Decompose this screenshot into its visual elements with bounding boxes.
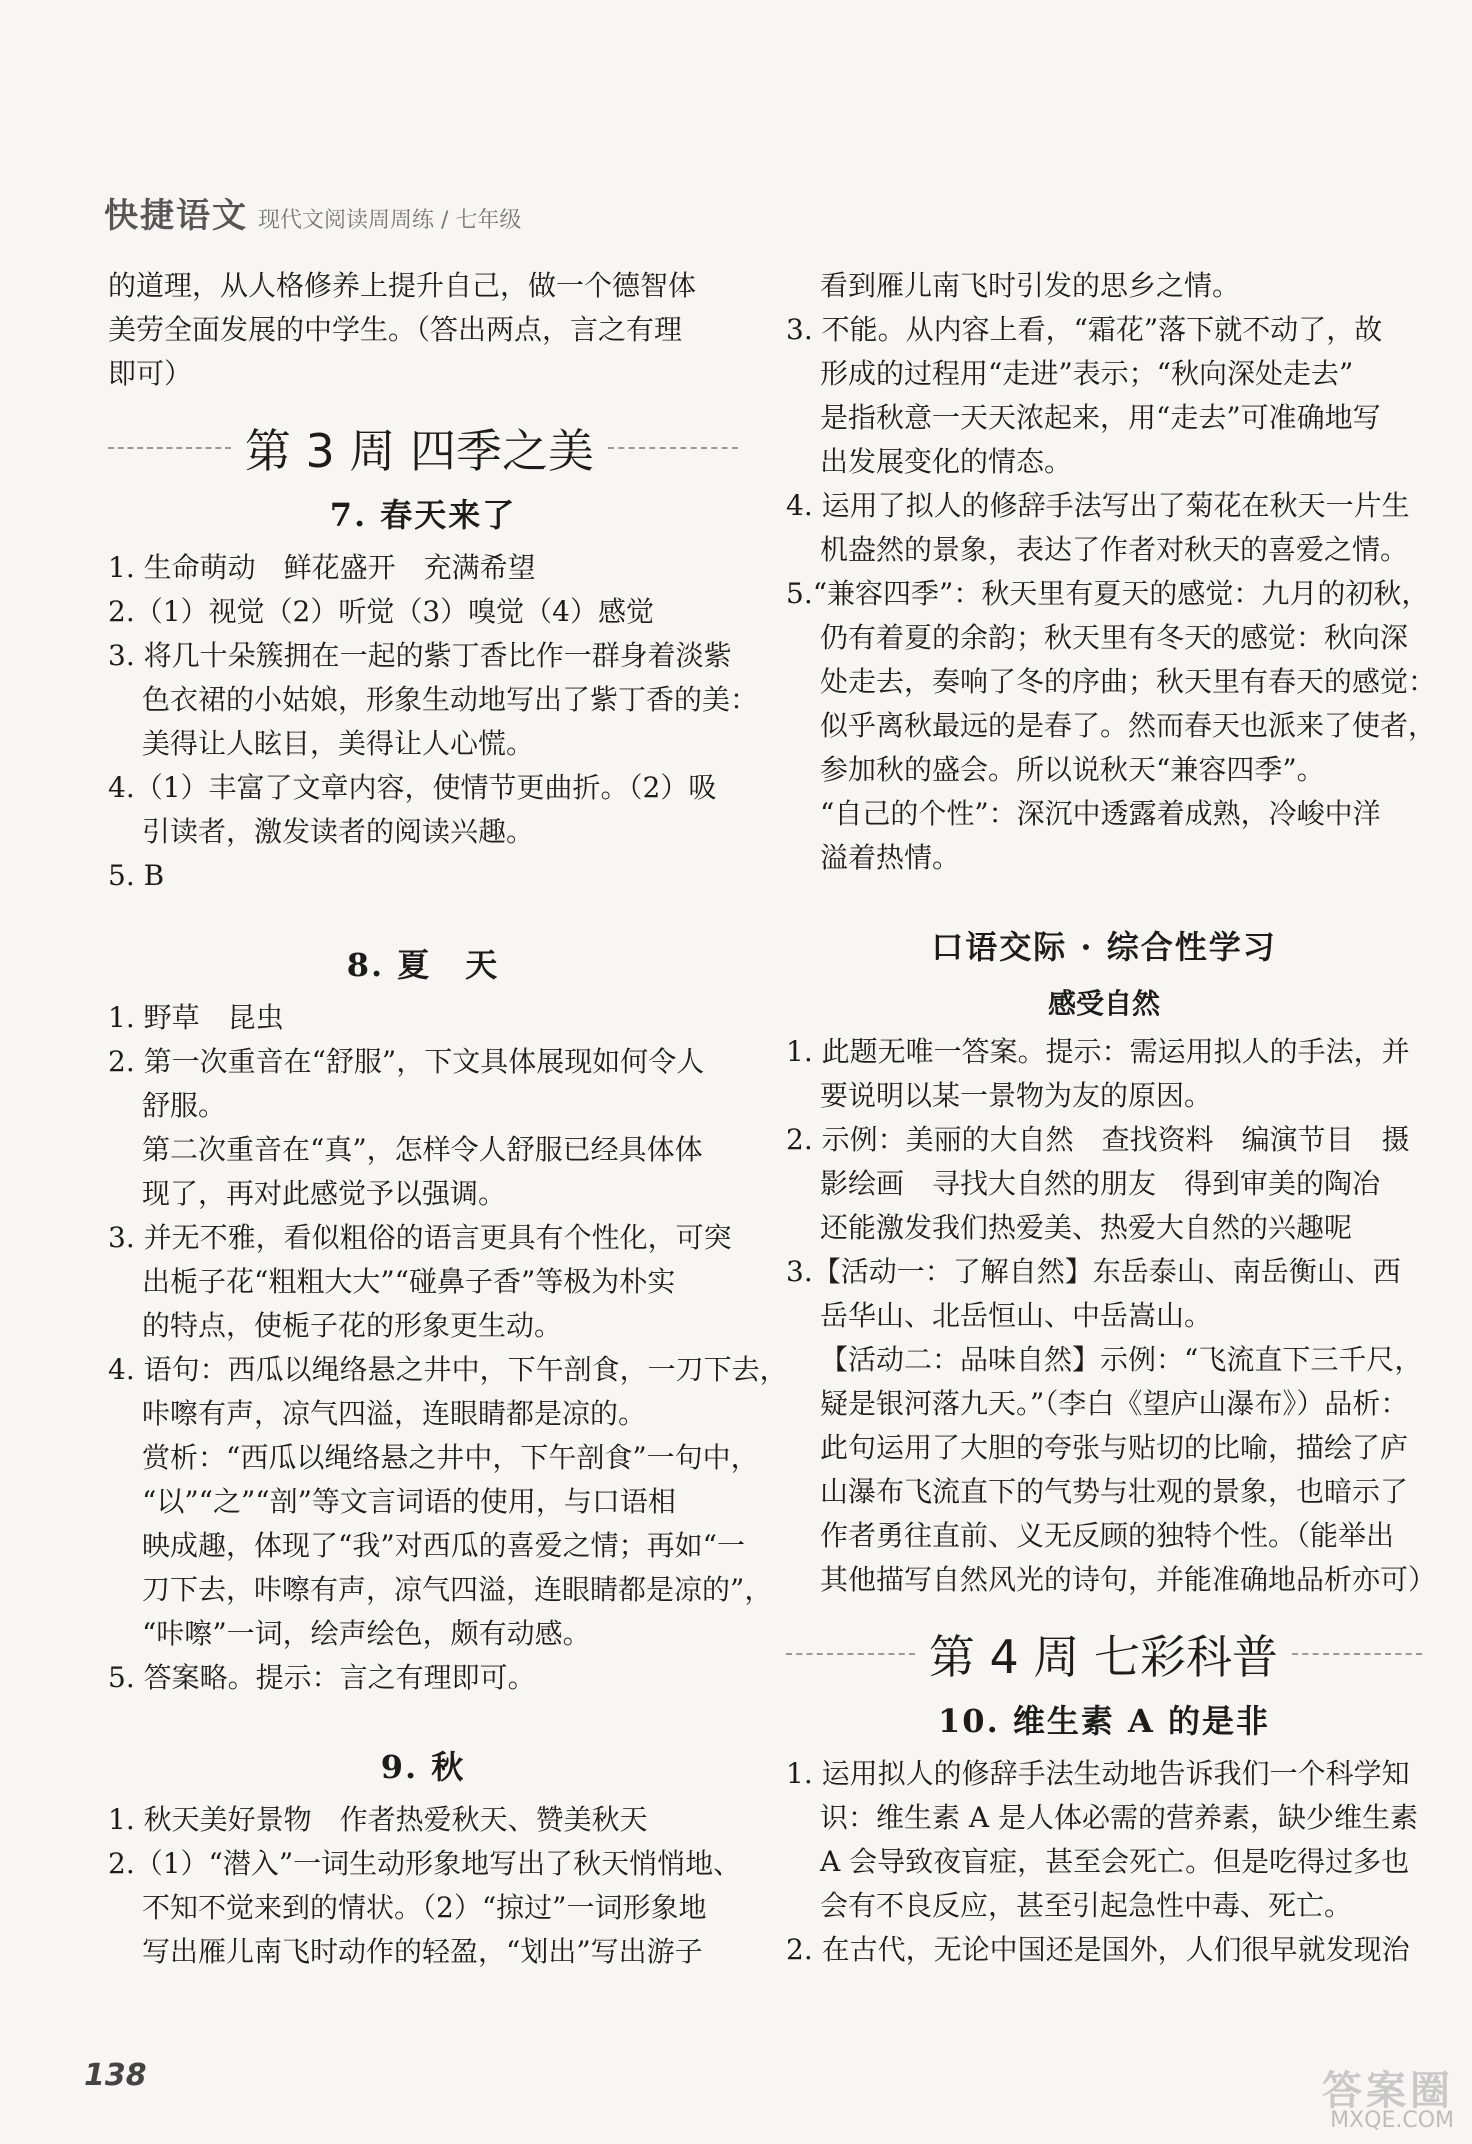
right-column — [786, 264, 1437, 1972]
answer-line: 2.（1）“潜入”一词生动形象地写出了秋天悄悄地、 — [108, 1847, 742, 1880]
section-8-answers — [108, 996, 788, 1700]
answer-line: 山瀑布飞流直下的气势与壮观的景象，也暗示了 — [820, 1475, 1409, 1508]
week-title: 第 4 周 七彩科普 — [928, 1630, 1278, 1684]
answer-line: 机盎然的景象，表达了作者对秋天的喜爱之情。 — [820, 533, 1409, 566]
answer-line: “咔嚓”一词，绘声绘色，颇有动感。 — [142, 1617, 591, 1650]
answer-line: 第二次重音在“真”，怎样令人舒服已经具体体 — [142, 1133, 703, 1166]
answer-line: 赏析：“西瓜以绳络悬之井中，下午剖食”一句中， — [142, 1441, 759, 1474]
week-3-heading — [108, 412, 738, 484]
answer-line: 溢着热情。 — [820, 841, 961, 874]
answer-line: 4. 运用了拟人的修辞手法写出了菊花在秋天一片生 — [786, 489, 1410, 522]
week-title: 第 3 周 四季之美 — [244, 424, 594, 478]
answer-line: 1. 此题无唯一答案。提示：需运用拟人的手法，并 — [786, 1035, 1410, 1068]
answer-line: “自己的个性”：深沉中透露着成熟，冷峻中洋 — [820, 797, 1381, 830]
section-title: 7. 春天来了 — [329, 496, 517, 534]
answer-line: 还能激发我们热爱美、热爱大自然的兴趣呢 — [820, 1211, 1353, 1244]
answer-line: 似乎离秋最远的是春了。然而春天也派来了使者， — [820, 709, 1437, 742]
section-9-answers — [108, 1798, 742, 1974]
section-10-answers — [786, 1752, 1422, 1972]
answer-line: 出发展变化的情态。 — [820, 445, 1073, 478]
subsection-title: 感受自然 — [1047, 987, 1160, 1020]
answer-line: 美得让人眩目，美得让人心慌。 — [142, 727, 535, 760]
answer-line: 处走去，奏响了冬的序曲；秋天里有春天的感觉： — [820, 665, 1437, 698]
answer-line: 3.【活动一：了解自然】东岳泰山、南岳衡山、西 — [786, 1255, 1401, 1288]
page-number: 138 — [84, 2058, 147, 2093]
answer-line: 识：维生素 A 是人体必需的营养素，缺少维生素 — [820, 1801, 1419, 1834]
section-7-answers — [108, 546, 759, 898]
answer-line: 2. 第一次重音在“舒服”，下文具体展现如何令人 — [108, 1045, 705, 1078]
answer-line: 写出雁儿南飞时动作的轻盈，“划出”写出游子 — [142, 1935, 703, 1968]
answer-line: 映成趣，体现了“我”对西瓜的喜爱之情；再如“一 — [142, 1529, 745, 1562]
answer-line: A 会导致夜盲症，甚至会死亡。但是吃得过多也 — [820, 1845, 1410, 1878]
answer-line: 2. 在古代，无论中国还是国外，人们很早就发现治 — [786, 1933, 1410, 1966]
answer-line: 3. 并无不雅，看似粗俗的语言更具有个性化，可突 — [108, 1221, 732, 1254]
section-9-continued — [786, 264, 1437, 880]
answer-line: 4.（1）丰富了文章内容，使情节更曲折。（2）吸 — [108, 771, 717, 804]
answer-line: 1. 秋天美好景物 作者热爱秋天、赞美秋天 — [108, 1803, 648, 1836]
answer-line: 会有不良反应，甚至引起急性中毒、死亡。 — [820, 1889, 1353, 1922]
answer-line: 5.“兼容四季”：秋天里有夏天的感觉：九月的初秋， — [786, 577, 1430, 610]
watermark-url: MXQE.COM — [1330, 2108, 1454, 2133]
oral-answers — [786, 1030, 1437, 1602]
answer-line: 影绘画 寻找大自然的朋友 得到审美的陶冶 — [820, 1167, 1381, 1200]
answer-line: 不知不觉来到的情状。（2）“掠过”一词形象地 — [142, 1891, 707, 1924]
answer-line: 的特点，使栀子花的形象更生动。 — [142, 1309, 563, 1342]
answer-line: 作者勇往直前、义无反顾的独特个性。（能举出 — [820, 1519, 1395, 1552]
divider — [608, 447, 738, 449]
divider — [1292, 1653, 1422, 1655]
answer-line: 1. 野草 昆虫 — [108, 1001, 284, 1034]
answer-line: 5. B — [108, 859, 165, 892]
answer-line: 5. 答案略。提示：言之有理即可。 — [108, 1661, 536, 1694]
text-line: 美劳全面发展的中学生。（答出两点，言之有理 — [108, 313, 683, 346]
answer-line: 2.（1）视觉（2）听觉（3）嗅觉（4）感觉 — [108, 595, 654, 628]
answer-line: 参加秋的盛会。所以说秋天“兼容四季”。 — [820, 753, 1325, 786]
answer-line: 【活动二：品味自然】示例：“飞流直下三千尺， — [820, 1343, 1423, 1376]
answer-line: 要说明以某一景物为友的原因。 — [820, 1079, 1213, 1112]
answer-line: 4. 语句：西瓜以绳络悬之井中，下午剖食，一刀下去， — [108, 1353, 788, 1386]
section-title: 8. 夏 天 — [346, 946, 500, 984]
text-line: 即可） — [108, 357, 193, 390]
answer-line: 其他描写自然风光的诗句，并能准确地品析亦可） — [820, 1563, 1437, 1596]
answer-line: 刀下去，咔嚓有声，凉气四溢，连眼睛都是凉的”， — [142, 1573, 773, 1606]
section-title: 10. 维生素 A 的是非 — [938, 1702, 1270, 1740]
text-line: 的道理，从人格修养上提升自己，做一个德智体 — [108, 269, 697, 302]
book-subtitle: 现代文阅读周周练 / 七年级 — [258, 208, 522, 233]
answer-line: 出栀子花“粗粗大大”“碰鼻子香”等极为朴实 — [142, 1265, 676, 1298]
week-4-heading — [786, 1618, 1422, 1690]
answer-line: 仍有着夏的余韵；秋天里有冬天的感觉：秋向深 — [820, 621, 1409, 654]
book-brand: 快捷语文 — [104, 196, 248, 236]
answer-line: 此句运用了大胆的夸张与贴切的比喻，描绘了庐 — [820, 1431, 1409, 1464]
answer-line: 看到雁儿南飞时引发的思乡之情。 — [820, 269, 1241, 302]
answer-line: “以”“之”“剖”等文言词语的使用，与口语相 — [142, 1485, 676, 1518]
answer-line: 1. 生命萌动 鲜花盛开 充满希望 — [108, 551, 536, 584]
answer-line: 咔嚓有声，凉气四溢，连眼睛都是凉的。 — [142, 1397, 647, 1430]
answer-line: 形成的过程用“走进”表示；“秋向深处走去” — [820, 357, 1354, 390]
answer-line: 引读者，激发读者的阅读兴趣。 — [142, 815, 535, 848]
answer-line: 3. 将几十朵簇拥在一起的紫丁香比作一群身着淡紫 — [108, 639, 732, 672]
answer-line: 现了，再对此感觉予以强调。 — [142, 1177, 507, 1210]
watermark-logo: 答案圈 — [1322, 2068, 1454, 2114]
watermark — [1322, 2068, 1454, 2136]
answer-line: 岳华山、北岳恒山、中岳嵩山。 — [820, 1299, 1213, 1332]
answer-line: 疑是银河落九天。”（李白《望庐山瀑布》）品析： — [820, 1387, 1409, 1420]
divider — [786, 1653, 915, 1655]
answer-line: 3. 不能。从内容上看，“霜花”落下就不动了，故 — [786, 313, 1383, 346]
section-title: 口语交际 · 综合性学习 — [931, 928, 1277, 966]
running-header — [104, 188, 521, 237]
answer-line: 2. 示例：美丽的大自然 查找资料 编演节目 摄 — [786, 1123, 1410, 1156]
answer-line: 1. 运用拟人的修辞手法生动地告诉我们一个科学知 — [786, 1757, 1410, 1790]
answer-line: 舒服。 — [142, 1089, 227, 1122]
divider — [108, 447, 231, 449]
intro-block — [108, 264, 738, 396]
section-title: 9. 秋 — [380, 1748, 466, 1786]
answer-line: 色衣裙的小姑娘，形象生动地写出了紫丁香的美： — [142, 683, 759, 716]
left-column — [108, 264, 788, 1974]
answer-line: 是指秋意一天天浓起来，用“走去”可准确地写 — [820, 401, 1381, 434]
